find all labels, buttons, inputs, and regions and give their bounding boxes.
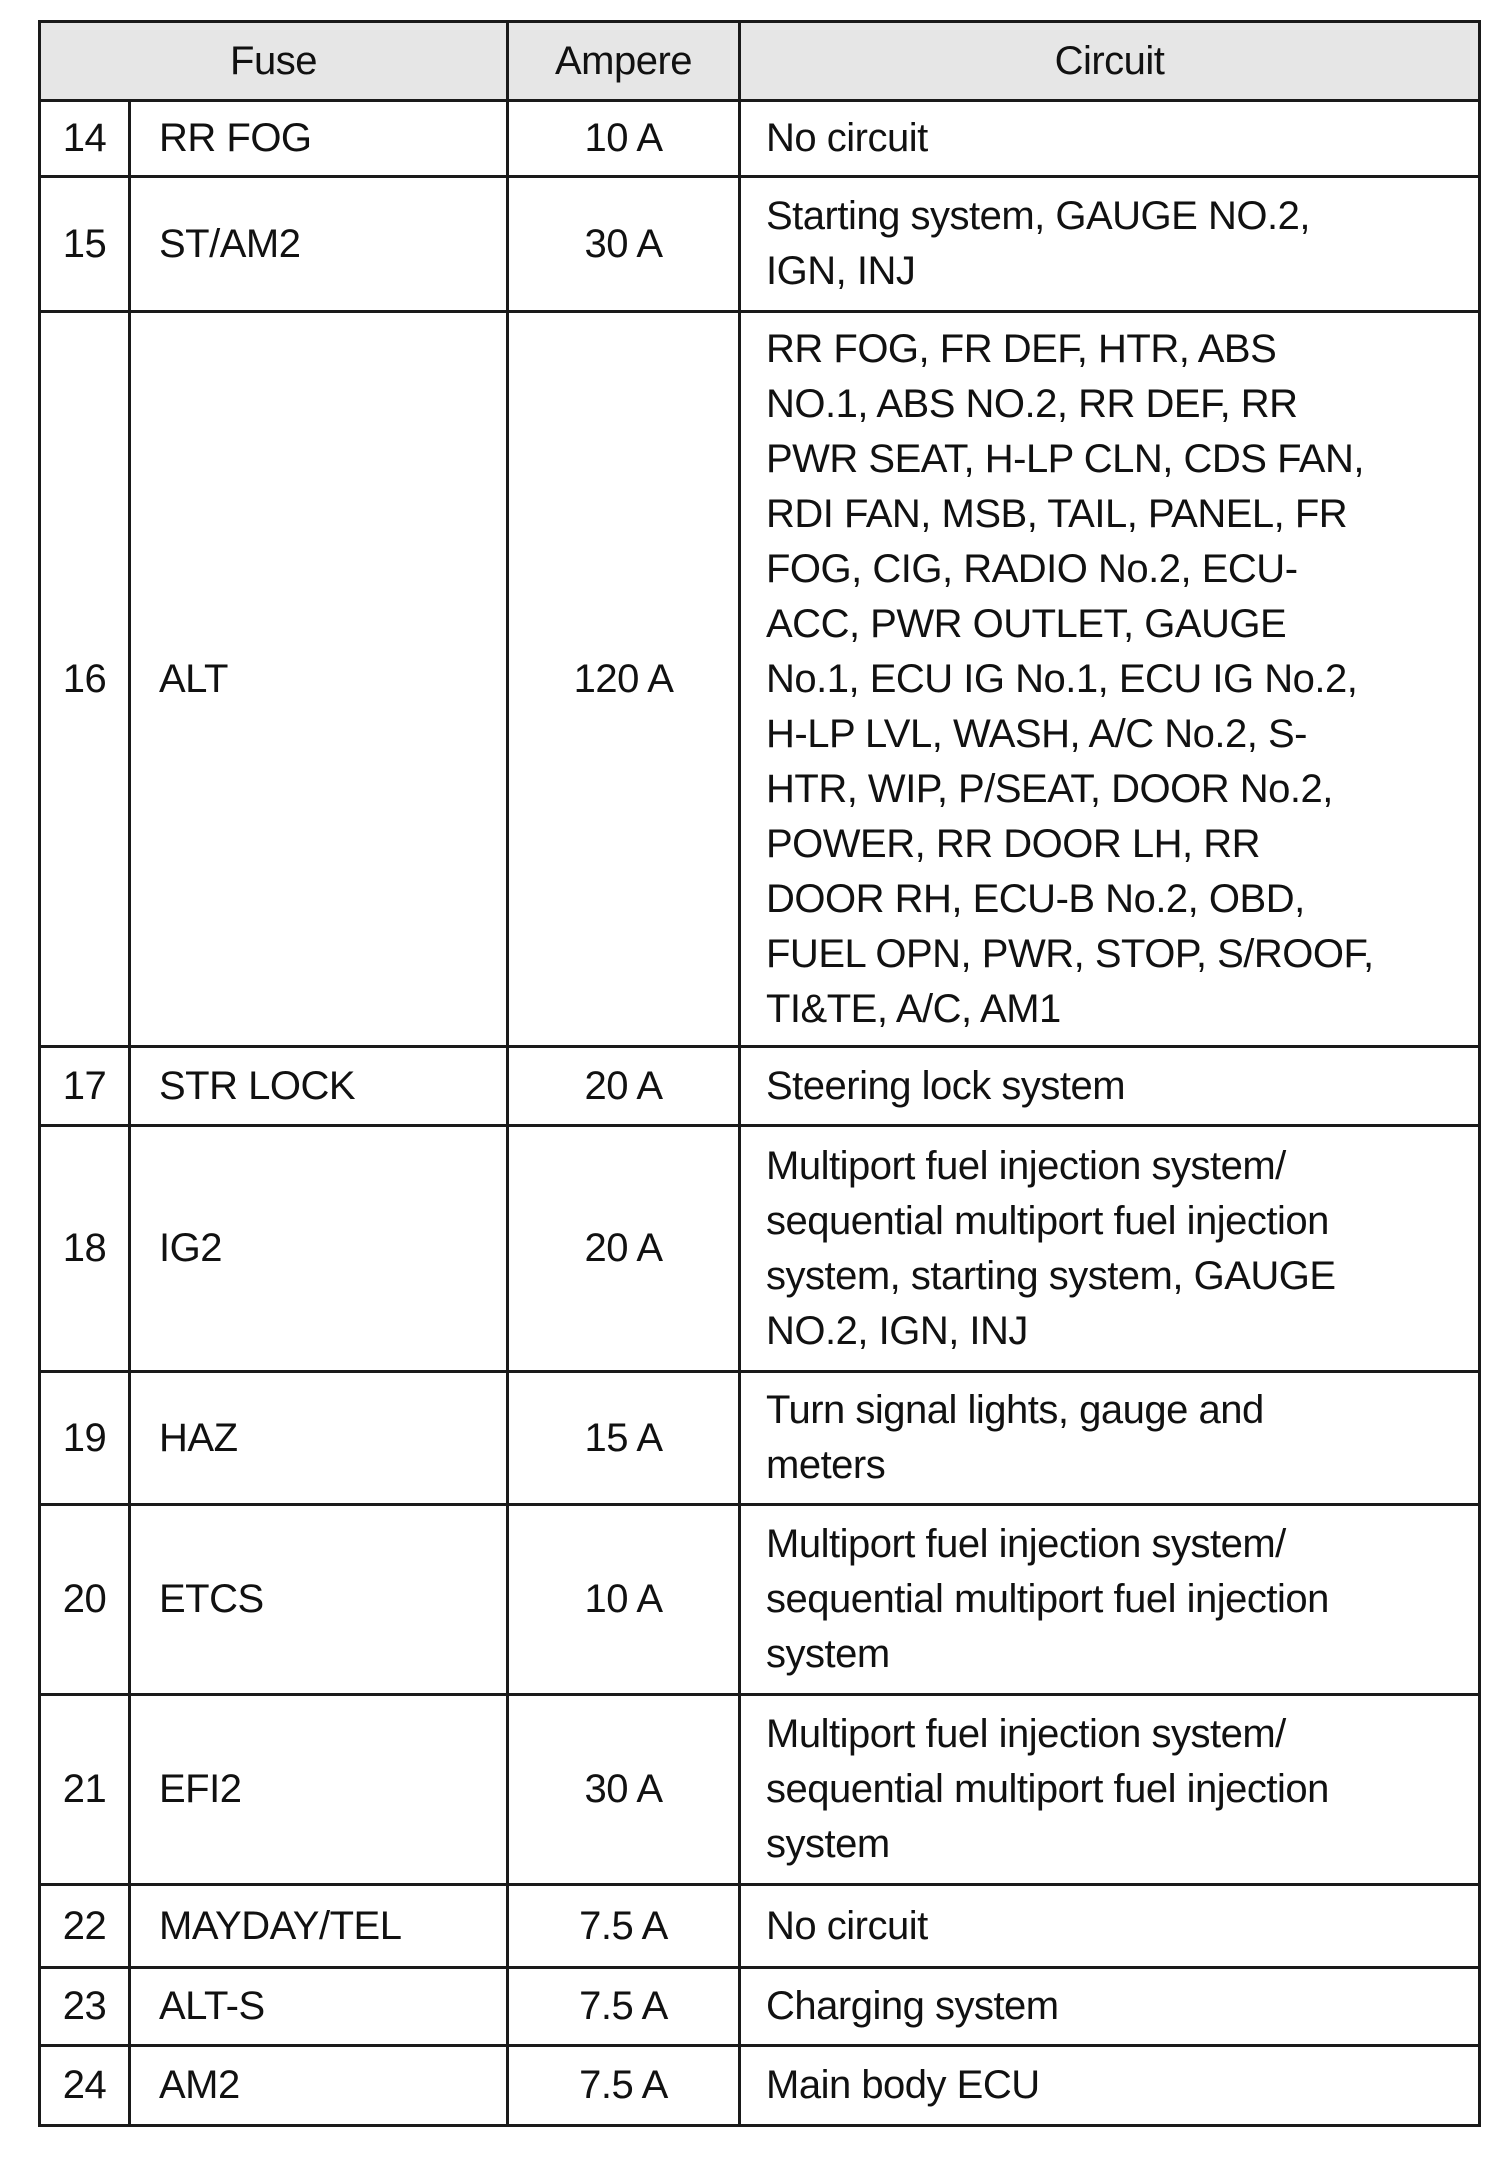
fuse-circuit: No circuit (740, 1885, 1480, 1968)
fuse-number: 19 (40, 1372, 130, 1505)
fuse-name: ST/AM2 (130, 177, 508, 312)
fuse-name: ETCS (130, 1505, 508, 1695)
fuse-ampere: 30 A (508, 177, 740, 312)
fuse-ampere: 7.5 A (508, 1968, 740, 2046)
fuse-number: 15 (40, 177, 130, 312)
fuse-ampere: 20 A (508, 1047, 740, 1126)
fuse-ampere: 7.5 A (508, 2046, 740, 2126)
fuse-ampere: 10 A (508, 101, 740, 177)
fuse-number: 23 (40, 1968, 130, 2046)
fuse-name: MAYDAY/TEL (130, 1885, 508, 1968)
fuse-table (38, 20, 1481, 2127)
fuse-number: 17 (40, 1047, 130, 1126)
fuse-name: RR FOG (130, 101, 508, 177)
fuse-ampere: 120 A (508, 312, 740, 1047)
fuse-number: 21 (40, 1695, 130, 1885)
fuse-name: HAZ (130, 1372, 508, 1505)
fuse-name: EFI2 (130, 1695, 508, 1885)
header-fuse: Fuse (40, 22, 508, 101)
fuse-number: 14 (40, 101, 130, 177)
table-row (40, 101, 1480, 177)
fuse-ampere: 7.5 A (508, 1885, 740, 1968)
fuse-number: 22 (40, 1885, 130, 1968)
table-row (40, 312, 1480, 1047)
header-circuit: Circuit (740, 22, 1480, 101)
fuse-number: 20 (40, 1505, 130, 1695)
header-row (40, 22, 1480, 101)
table-row (40, 1047, 1480, 1126)
fuse-circuit: Charging system (740, 1968, 1480, 2046)
fuse-circuit: Main body ECU (740, 2046, 1480, 2126)
table-row (40, 1968, 1480, 2046)
fuse-number: 16 (40, 312, 130, 1047)
fuse-circuit: Multiport fuel injection system/ sequential multiport fuel injection system (740, 1695, 1480, 1885)
table-row (40, 1885, 1480, 1968)
fuse-circuit: Starting system, GAUGE NO.2, IGN, INJ (740, 177, 1480, 312)
fuse-name: ALT-S (130, 1968, 508, 2046)
fuse-name: STR LOCK (130, 1047, 508, 1126)
fuse-circuit: Multiport fuel injection system/ sequential multiport fuel injection system, starting system, GAUGE NO.2, IGN, INJ (740, 1126, 1480, 1372)
fuse-ampere: 15 A (508, 1372, 740, 1505)
fuse-ampere: 30 A (508, 1695, 740, 1885)
fuse-ampere: 10 A (508, 1505, 740, 1695)
table-row (40, 1505, 1480, 1695)
fuse-number: 24 (40, 2046, 130, 2126)
fuse-circuit: RR FOG, FR DEF, HTR, ABS NO.1, ABS NO.2, RR DEF, RR PWR SEAT, H-LP CLN, CDS FAN, RDI FAN, MSB, TAIL, PANEL, FR FOG, CIG, RADIO No.2, ECU- ACC, PWR OUTLET, GAUGE No.1, ECU IG No.1, ECU IG No.2, H-LP LVL, WASH, A/C No.2, S- HTR, WIP, P/SEAT, DOOR No.2, POWER, RR DOOR LH, RR DOOR RH, ECU-B No.2, OBD, FUEL OPN, PWR, STOP, S/ROOF, TI&TE, A/C, AM1 (740, 312, 1480, 1047)
table-row (40, 1695, 1480, 1885)
fuse-table-container (38, 20, 1478, 2127)
fuse-name: ALT (130, 312, 508, 1047)
header-ampere: Ampere (508, 22, 740, 101)
fuse-circuit: Turn signal lights, gauge and meters (740, 1372, 1480, 1505)
fuse-circuit: No circuit (740, 101, 1480, 177)
fuse-name: AM2 (130, 2046, 508, 2126)
fuse-number: 18 (40, 1126, 130, 1372)
table-row (40, 1372, 1480, 1505)
table-row (40, 177, 1480, 312)
table-row (40, 1126, 1480, 1372)
fuse-circuit: Steering lock system (740, 1047, 1480, 1126)
fuse-circuit: Multiport fuel injection system/ sequential multiport fuel injection system (740, 1505, 1480, 1695)
fuse-name: IG2 (130, 1126, 508, 1372)
fuse-ampere: 20 A (508, 1126, 740, 1372)
table-row (40, 2046, 1480, 2126)
